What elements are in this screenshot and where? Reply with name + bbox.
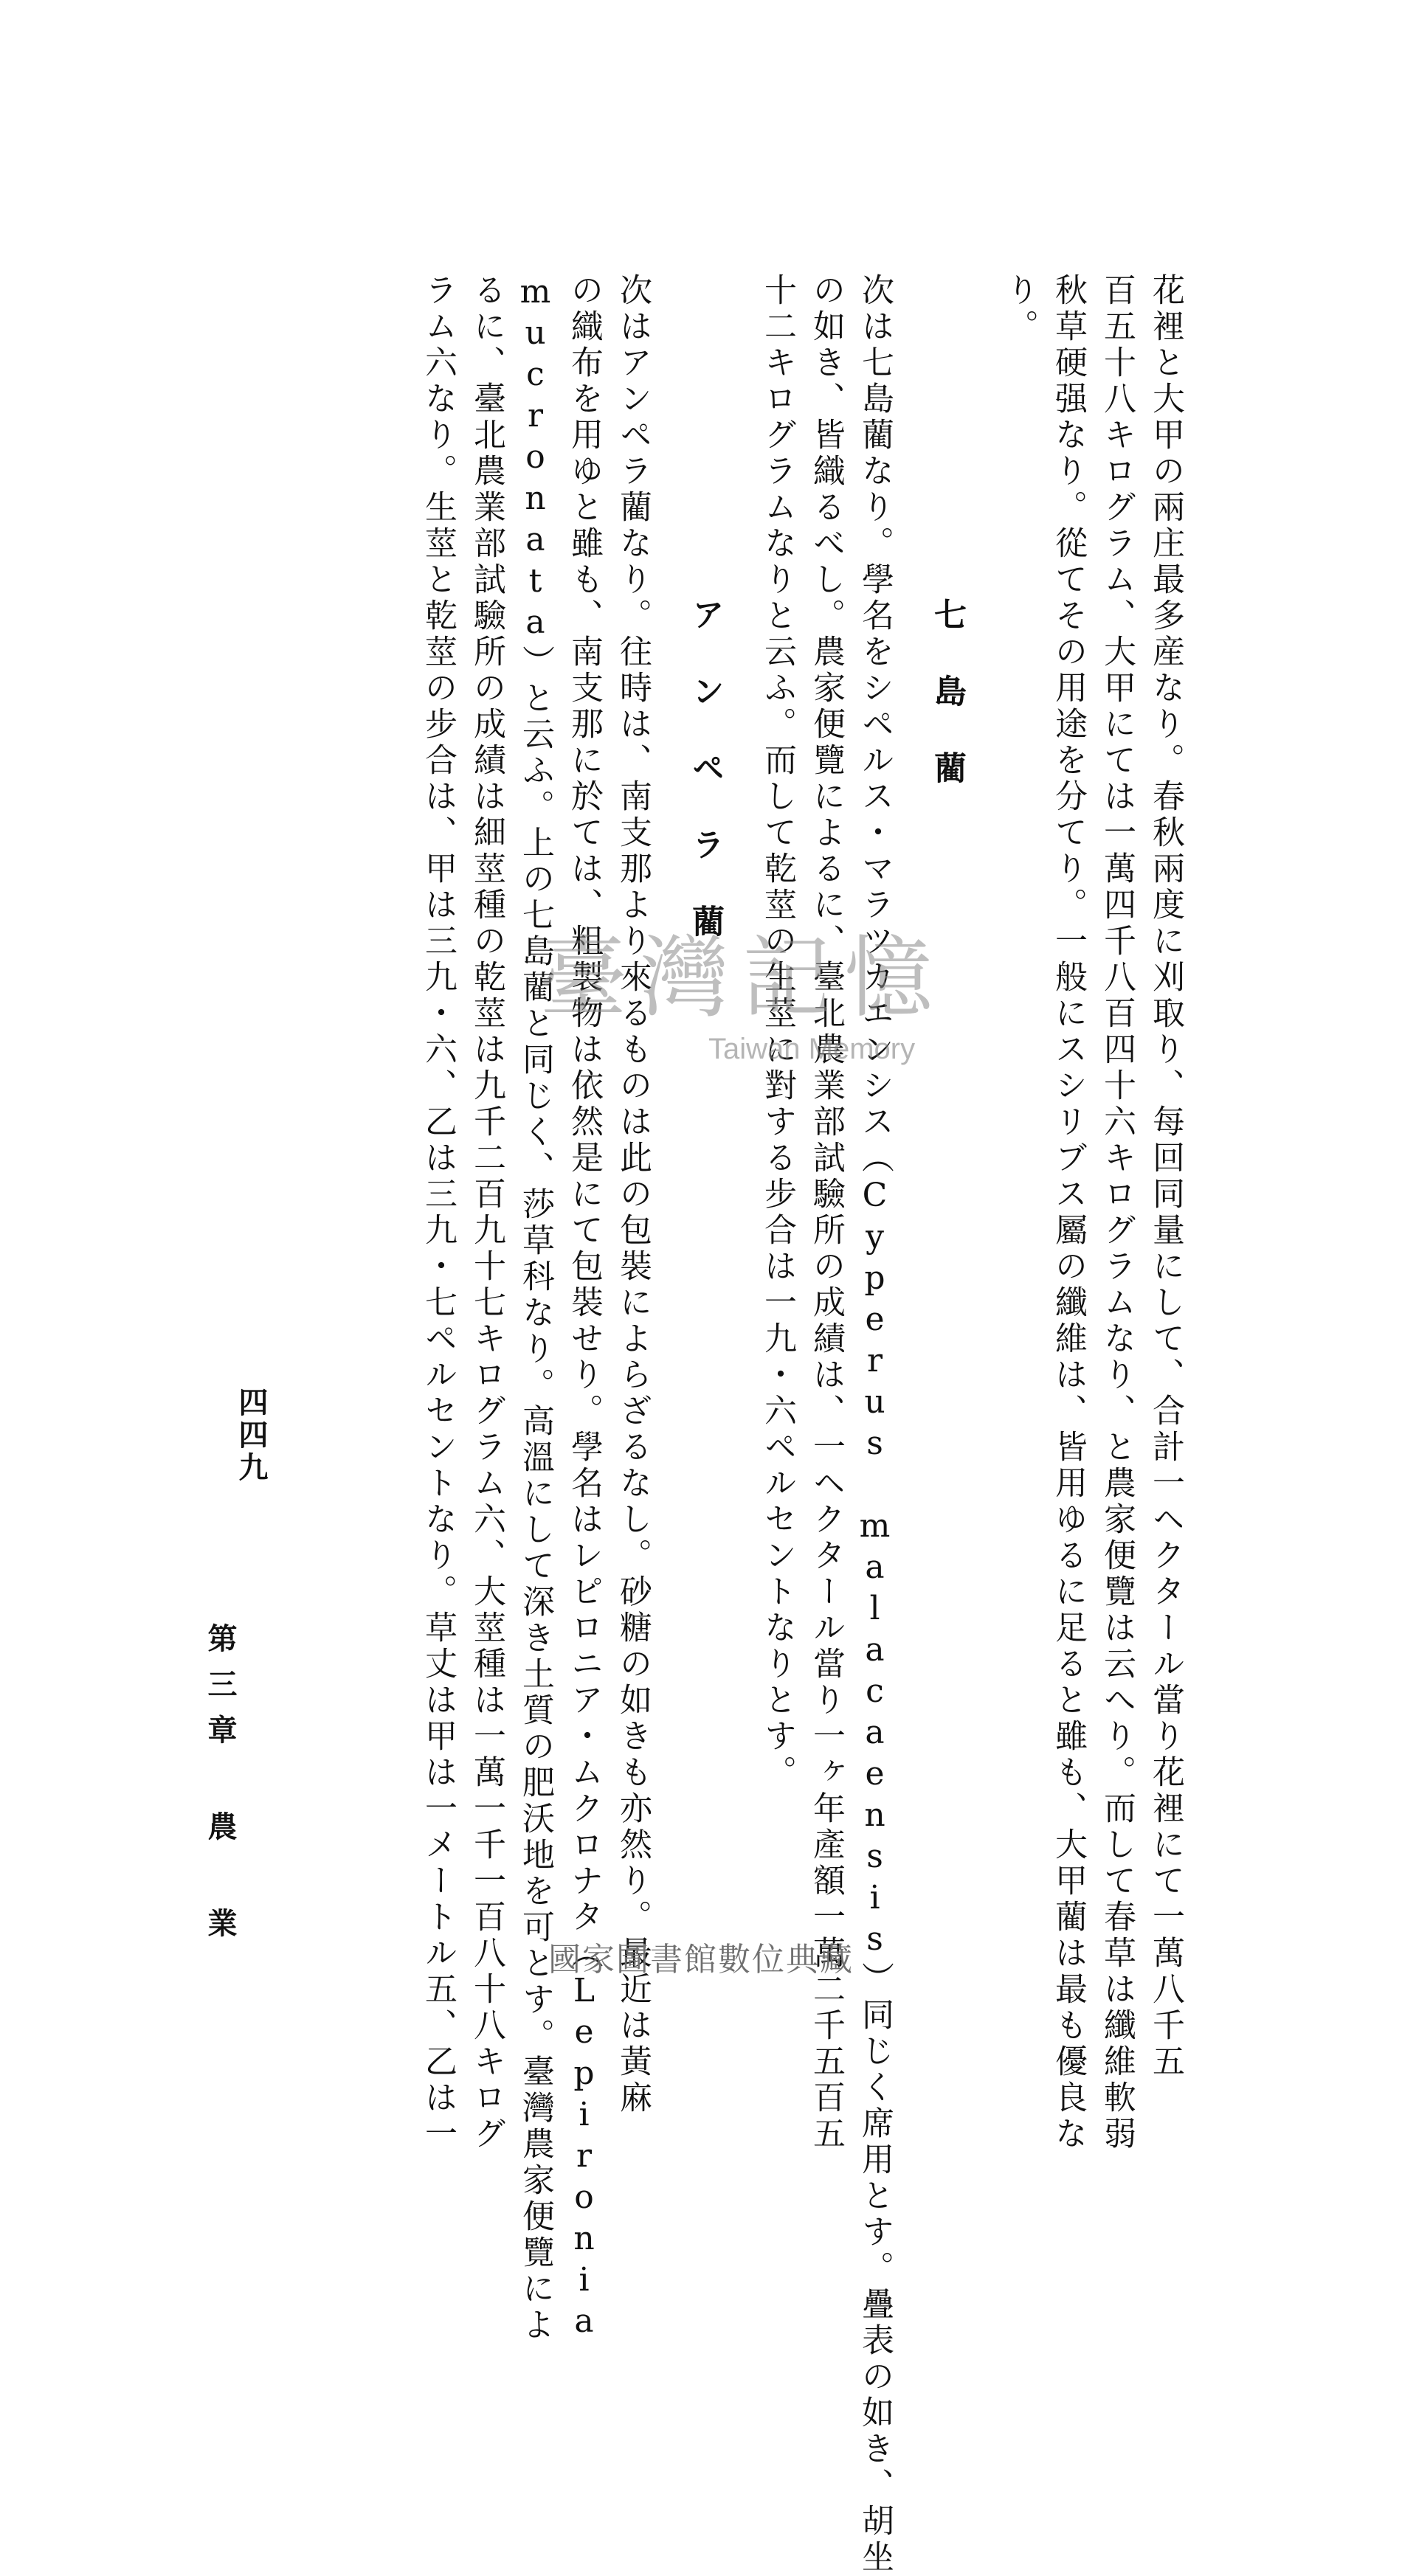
text-column: ラム六なり。生莖と乾莖の步合は、甲は三九・六、乙は三九・七ペルセントなり。草丈は甲は一メートル五、乙は一 bbox=[419, 273, 457, 2153]
watermark-cjk-text: 臺灣記憶 bbox=[539, 927, 946, 1030]
text-column: 秋草硬强なり。從てその用途を分てり。一般にスシリブス屬の纖維は、皆用ゆるに足ると雖も、大甲藺は最も優良な bbox=[1049, 273, 1087, 2153]
page-number: 四四九 bbox=[234, 1387, 269, 1484]
text-column: 十二キログラムなりと云ふ。而して乾莖の生莖に對する步合は一九・六ペルセントなりとす。 bbox=[759, 273, 796, 1791]
footer-collection-credit: 國家圖書館數位典藏 bbox=[548, 1941, 854, 1978]
text-column: 百五十八キログラム、大甲にては一萬四千八百四十六キログラムなり、と農家便覽は云へり。而して春草は纖維軟弱 bbox=[1098, 273, 1136, 2153]
text-column: の織布を用ゆと雖も、南支那に於ては、粗製物は依然是にて包裝せり。學名はレピロニア・ムクロナタ（Lepironia bbox=[565, 273, 603, 2344]
watermark-logo bbox=[539, 907, 1099, 1065]
section-heading-ampera: アンペラ藺 bbox=[686, 598, 724, 981]
text-column: 次は七島藺なり。學名をシペルス・マラツカエンシス（Cyperus malacaensis）同じく席用とす。疊表の如き、胡坐 bbox=[856, 273, 894, 2576]
text-column: るに、臺北農業部試驗所の成績は細莖種の乾莖は九千二百九十七キログラム六、大莖種は一萬一千一百八十八キログ bbox=[468, 273, 505, 2153]
text-column: の如き、皆織るべし。農家便覽によるに、臺北農業部試驗所の成績は、一ヘクタール當り一ヶ年產額一萬二千五百五 bbox=[807, 273, 845, 2153]
text-column: り。 bbox=[1001, 273, 1038, 345]
text-column: 花裡と大甲の兩庄最多産なり。春秋兩度に刈取り、每回同量にして、合計一ヘクタール當り花裡にて一萬八千五 bbox=[1147, 273, 1184, 2080]
watermark-en-text: Taiwan Memory bbox=[708, 1033, 916, 1065]
running-head: 第三章 農 業 bbox=[203, 1623, 238, 1953]
text-column: 次はアンペラ藺なり。往時は、南支那より來るものは此の包裝によらざるなし。砂糖の如きも亦然り。最近は黃麻 bbox=[614, 273, 652, 2116]
text-column: mucronata）と云ふ。上の七島藺と同じく、莎草科なり。高溫にして深き土質の肥沃地を可とす。臺灣農家便覽によ bbox=[517, 273, 554, 2344]
section-heading-shichitoui: 七島藺 bbox=[928, 598, 966, 828]
